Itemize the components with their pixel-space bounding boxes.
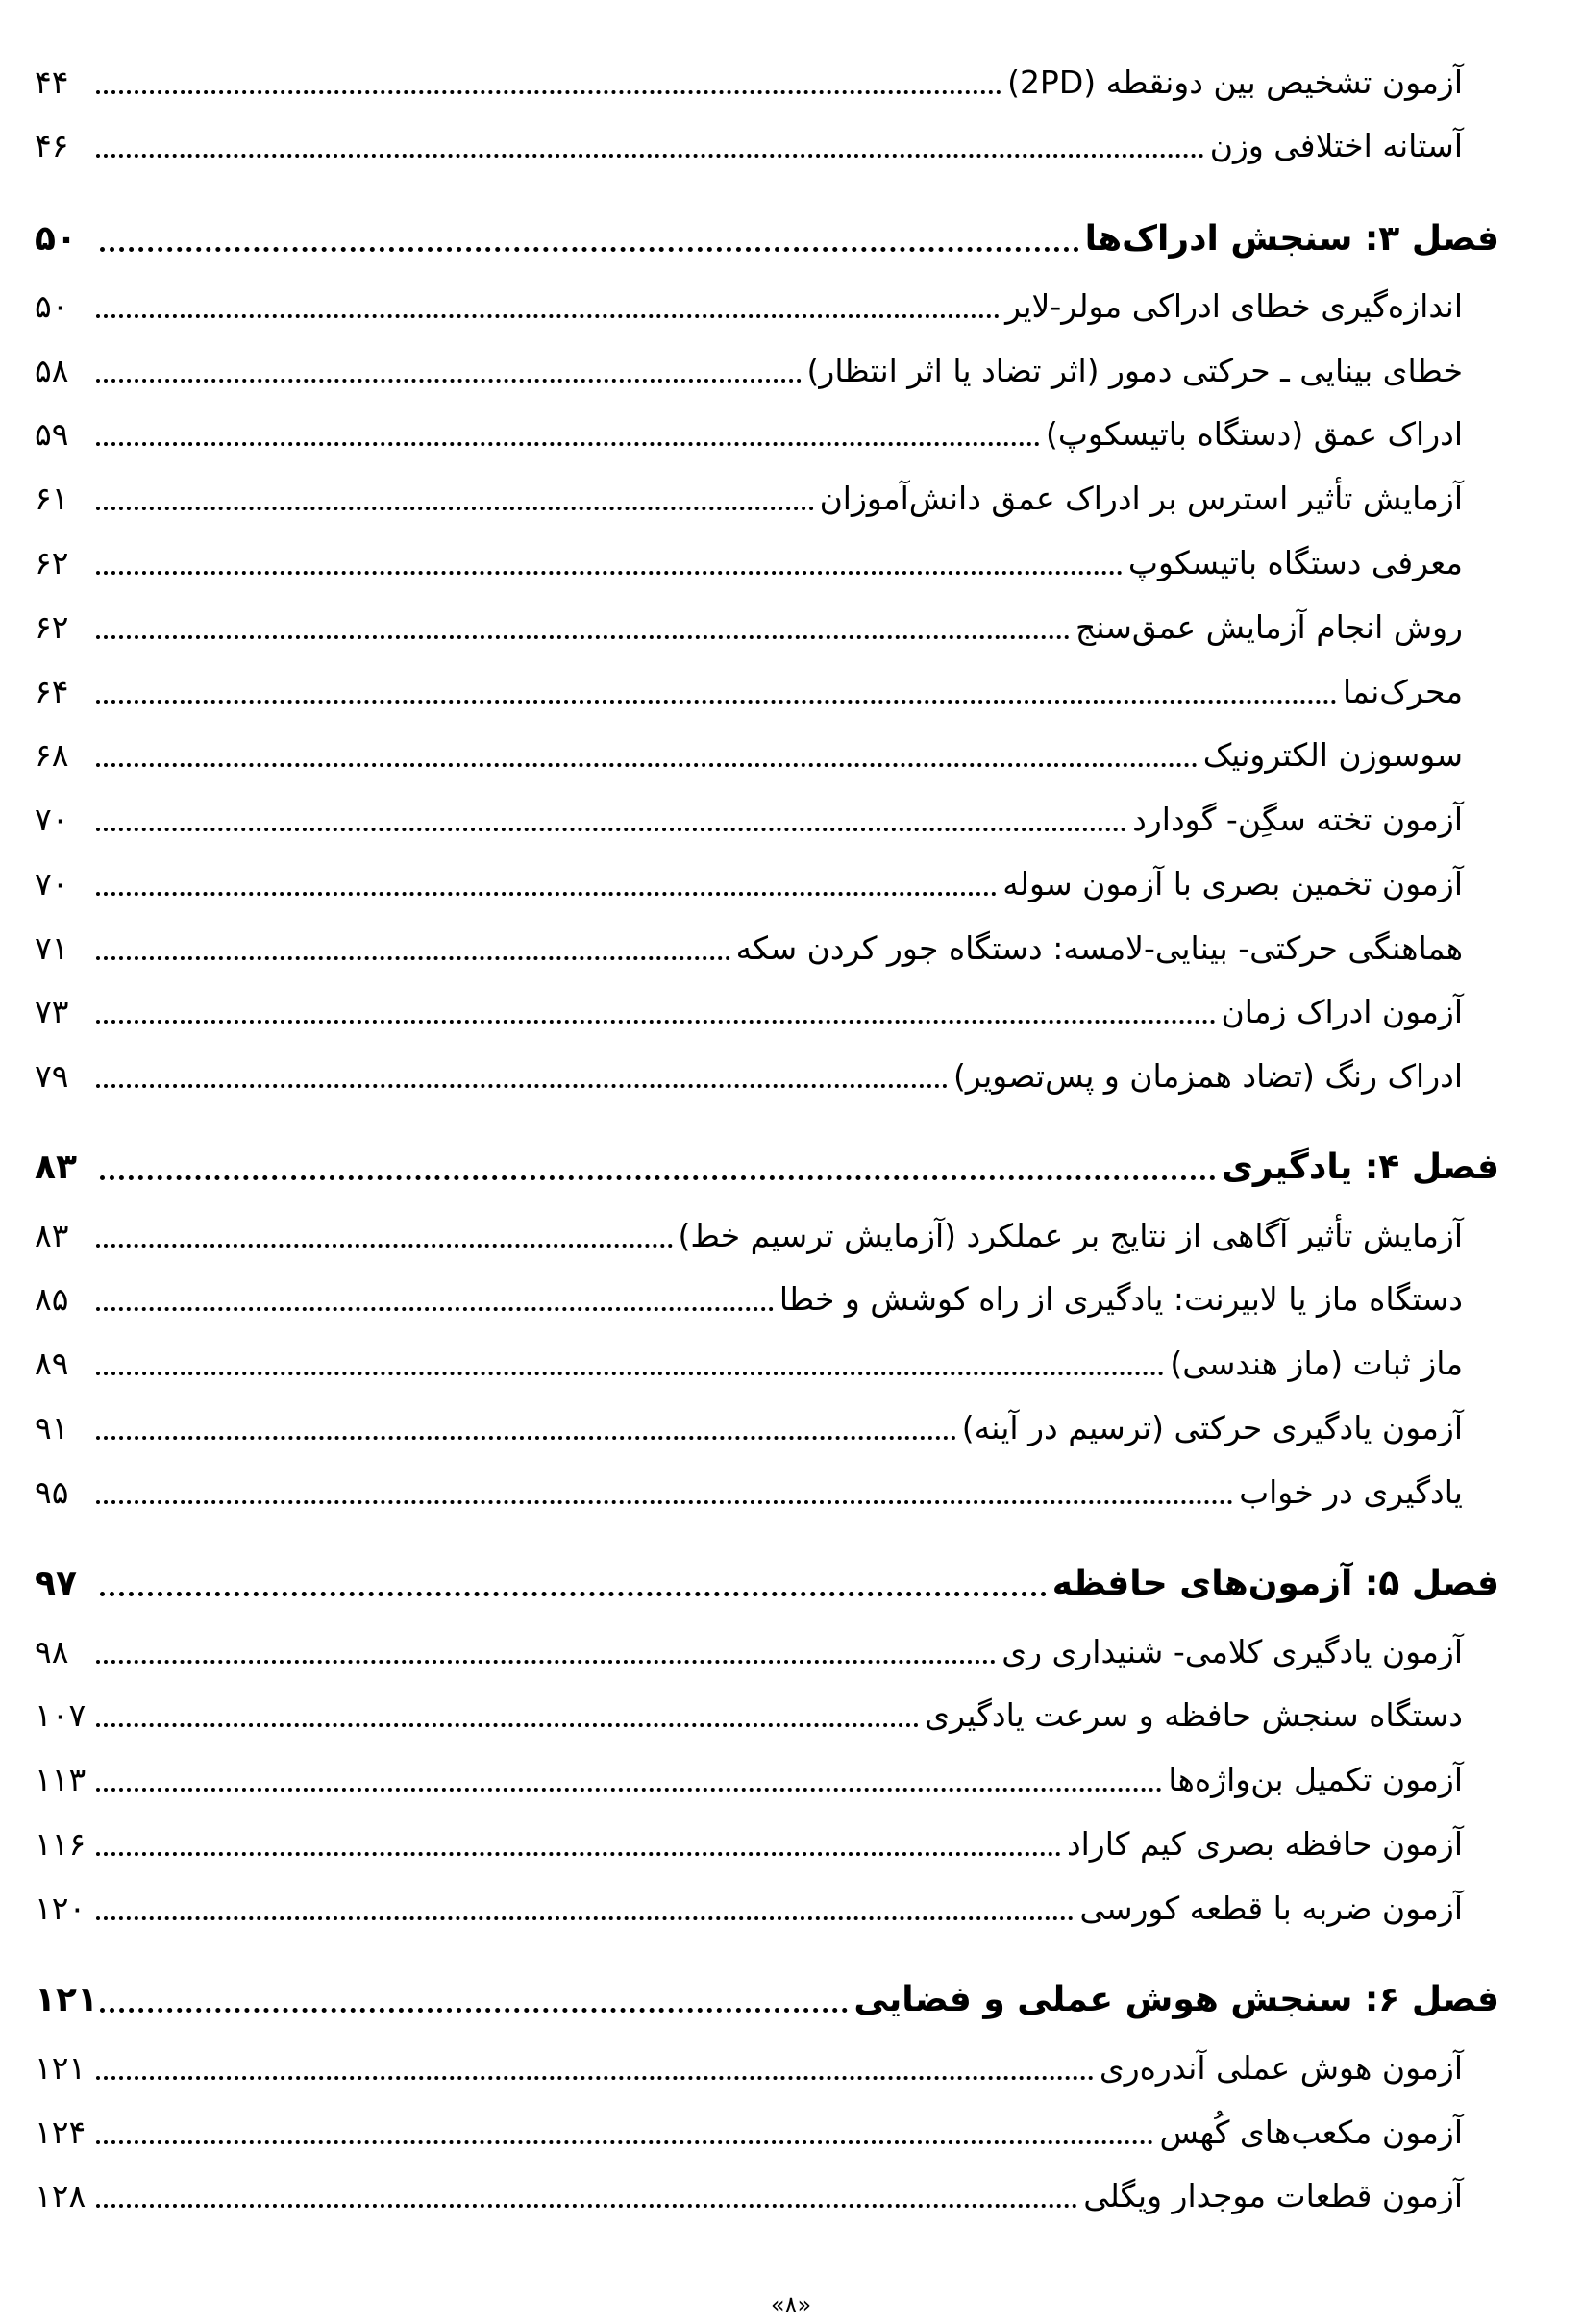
toc-entry-title: آزمون ضربه با قطعه کورسی xyxy=(1079,1889,1463,1927)
toc-entry-title: آزمون ادراک زمان xyxy=(1221,992,1463,1030)
dot-leader xyxy=(96,2076,1094,2080)
toc-entry xyxy=(35,1267,1463,1330)
dot-leader xyxy=(96,1500,1233,1504)
toc-entry-page: ۴۶ xyxy=(35,126,69,164)
toc-chapter-heading xyxy=(35,1135,1499,1199)
dot-leader xyxy=(100,1175,1216,1180)
toc-entry-title: آزمایش تأثیر آگاهی از نتایج بر عملکرد (آزمایش ترسیم خط) xyxy=(678,1216,1463,1254)
toc-entry-page: ۵۹ xyxy=(35,414,69,453)
dot-leader xyxy=(96,2140,1153,2144)
toc-entry xyxy=(35,979,1463,1043)
toc-entry-title: اندازه‌گیری خطای ادراکی مولر-لایر xyxy=(1005,286,1463,325)
dot-leader xyxy=(96,507,814,510)
toc-entry-page: ۷۰ xyxy=(35,864,69,902)
toc-entry-page: ۶۴ xyxy=(35,672,69,710)
toc-entry-page: ۱۲۱ xyxy=(35,2048,87,2087)
toc-entry-title: آزمون مکعب‌های کُهس xyxy=(1159,2113,1463,2151)
toc-entry xyxy=(35,1747,1463,1811)
toc-entry-page: ۷۳ xyxy=(35,992,69,1030)
dot-leader xyxy=(100,2008,848,2013)
toc-entry-page: ۶۸ xyxy=(35,735,69,774)
toc-chapter-heading xyxy=(35,1967,1499,2031)
toc-entry xyxy=(35,1460,1463,1523)
toc-chapter-page: ۹۷ xyxy=(35,1563,77,1603)
toc-entry-page: ۶۲ xyxy=(35,543,69,581)
toc-entry xyxy=(35,595,1463,658)
toc-entry xyxy=(35,466,1463,530)
toc-entry-title: محرک‌نما xyxy=(1342,672,1463,710)
toc-entry-page: ۵۸ xyxy=(35,351,69,389)
toc-entry-page: ۹۱ xyxy=(35,1408,69,1446)
toc-entry xyxy=(35,723,1463,786)
toc-entry-title: ادراک عمق (دستگاه باتیسکوپ) xyxy=(1045,414,1463,453)
toc-entry-title: آزمون حافظه بصری کیم کاراد xyxy=(1066,1824,1463,1863)
page-number-footer: «۸» xyxy=(770,2291,812,2318)
toc-entry xyxy=(35,1683,1463,1746)
dot-leader xyxy=(96,1852,1061,1856)
dot-leader xyxy=(96,1916,1074,1920)
toc-entry-title: آزمون تشخیص بین دونقطه (2PD) xyxy=(1007,62,1463,101)
toc-entry-title: آزمون تخته سگِن- گودارد xyxy=(1132,800,1463,838)
toc-entry-title: هماهنگی حرکتی- بینایی-لامسه: دستگاه جور کردن سکه xyxy=(735,928,1463,967)
dot-leader xyxy=(96,1660,996,1664)
toc-entry-title: دستگاه ماز یا لابیرنت: یادگیری از راه کوشش و خطا xyxy=(779,1279,1463,1318)
toc-entry-page: ۹۸ xyxy=(35,1632,69,1670)
toc-entry-page: ۱۲۴ xyxy=(35,2113,87,2151)
toc-entry xyxy=(35,2036,1463,2099)
dot-leader xyxy=(96,1788,1162,1792)
toc-entry-title: یادگیری در خواب xyxy=(1239,1472,1463,1511)
toc-entry-page: ۶۱ xyxy=(35,479,69,517)
toc-entry xyxy=(35,1331,1463,1395)
toc-entry-page: ۶۲ xyxy=(35,607,69,646)
dot-leader xyxy=(96,571,1123,575)
dot-leader xyxy=(100,1592,1047,1596)
dot-leader xyxy=(96,1244,673,1248)
toc-entry xyxy=(35,1203,1463,1267)
toc-entry xyxy=(35,1876,1463,1940)
dot-leader xyxy=(96,442,1040,446)
toc-entry xyxy=(35,2163,1463,2227)
toc-chapter-heading xyxy=(35,207,1499,270)
dot-leader xyxy=(96,2204,1077,2208)
toc-entry-title: آزمون یادگیری کلامی- شنیداری ری xyxy=(1001,1632,1463,1670)
dot-leader xyxy=(96,956,730,960)
toc-entry xyxy=(35,274,1463,337)
toc-entry-title: آزمون قطعات موجدار ویگلی xyxy=(1083,2176,1463,2214)
toc-chapter-page: ۱۲۱ xyxy=(35,1979,98,2019)
toc-entry xyxy=(35,1812,1463,1875)
dot-leader xyxy=(96,763,1198,767)
dot-leader xyxy=(96,828,1126,831)
dot-leader xyxy=(96,1020,1216,1024)
toc-entry-title: روش انجام آزمایش عمق‌سنج xyxy=(1075,607,1463,646)
toc-entry-page: ۵۰ xyxy=(35,286,69,325)
toc-entry xyxy=(35,531,1463,594)
toc-entry xyxy=(35,787,1463,851)
toc-entry-title: ماز ثبات (ماز هندسی) xyxy=(1170,1344,1463,1382)
toc-chapter-page: ۵۰ xyxy=(35,218,77,259)
dot-leader xyxy=(96,1436,956,1440)
toc-entry-title: آستانه اختلافی وزن xyxy=(1209,126,1463,164)
dot-leader xyxy=(96,1084,948,1088)
toc-chapter-title: فصل ۶: سنجش هوش عملی و فضایی xyxy=(853,1979,1499,2019)
toc-entry-page: ۱۱۳ xyxy=(35,1760,87,1798)
toc-entry xyxy=(35,916,1463,979)
toc-entry-title: آزمون یادگیری حرکتی (ترسیم در آینه) xyxy=(961,1408,1463,1446)
toc-entry-page: ۷۱ xyxy=(35,928,69,967)
toc-entry-page: ۴۴ xyxy=(35,62,69,101)
toc-entry-page: ۹۵ xyxy=(35,1472,69,1511)
dot-leader xyxy=(96,1723,919,1727)
dot-leader xyxy=(96,314,1000,318)
dot-leader xyxy=(96,90,1001,94)
toc-entry xyxy=(35,852,1463,915)
toc-entry xyxy=(35,1044,1463,1107)
dot-leader xyxy=(96,700,1337,704)
toc-entry-title: سوسوزن الکترونیک xyxy=(1202,735,1463,774)
toc-entry-title: آزمون هوش عملی آندره‌ری xyxy=(1099,2048,1463,2087)
toc-chapter-page: ۸۳ xyxy=(35,1147,77,1187)
dot-leader xyxy=(96,154,1204,158)
toc-entry-page: ۱۲۰ xyxy=(35,1889,87,1927)
toc-chapter-heading xyxy=(35,1551,1499,1615)
toc-entry-page: ۱۰۷ xyxy=(35,1695,87,1734)
dot-leader xyxy=(96,1372,1164,1375)
toc-entry xyxy=(35,659,1463,723)
toc-entry-page: ۷۹ xyxy=(35,1056,69,1095)
dot-leader xyxy=(96,892,997,896)
toc-entry xyxy=(35,2100,1463,2163)
toc-entry-title: معرفی دستگاه باتیسکوپ xyxy=(1127,543,1463,581)
toc-entry xyxy=(35,113,1463,177)
toc-entry xyxy=(35,402,1463,465)
toc-entry-page: ۸۵ xyxy=(35,1279,69,1318)
dot-leader xyxy=(96,379,802,383)
toc-entry xyxy=(35,338,1463,402)
toc-entry-title: دستگاه سنجش حافظه و سرعت یادگیری xyxy=(925,1695,1463,1734)
toc-entry-page: ۱۱۶ xyxy=(35,1824,87,1863)
dot-leader xyxy=(100,247,1079,252)
toc-entry-page: ۸۹ xyxy=(35,1344,69,1382)
toc-entry xyxy=(35,50,1463,113)
dot-leader xyxy=(96,1307,774,1311)
toc-entry-title: آزمون تخمین بصری با آزمون سوله xyxy=(1002,864,1463,902)
toc-entry-page: ۷۰ xyxy=(35,800,69,838)
toc-entry-page: ۱۲۸ xyxy=(35,2176,87,2214)
toc-entry-title: خطای بینایی ـ حرکتی دمور (اثر تضاد یا اثر انتظار) xyxy=(806,351,1463,389)
toc-entry-title: آزمون تکمیل بن‌واژه‌ها xyxy=(1168,1760,1463,1798)
toc-entry-title: آزمایش تأثیر استرس بر ادراک عمق دانش‌آموزان xyxy=(819,479,1463,517)
dot-leader xyxy=(96,635,1070,639)
toc-entry-page: ۸۳ xyxy=(35,1216,69,1254)
toc-chapter-title: فصل ۵: آزمون‌های حافظه xyxy=(1051,1563,1499,1603)
toc-entry xyxy=(35,1619,1463,1683)
toc-chapter-title: فصل ۴: یادگیری xyxy=(1221,1147,1499,1187)
toc-chapter-title: فصل ۳: سنجش ادراک‌ها xyxy=(1084,218,1499,259)
toc-entry-title: ادراک رنگ (تضاد همزمان و پس‌تصویر) xyxy=(953,1056,1463,1095)
toc-entry xyxy=(35,1396,1463,1459)
